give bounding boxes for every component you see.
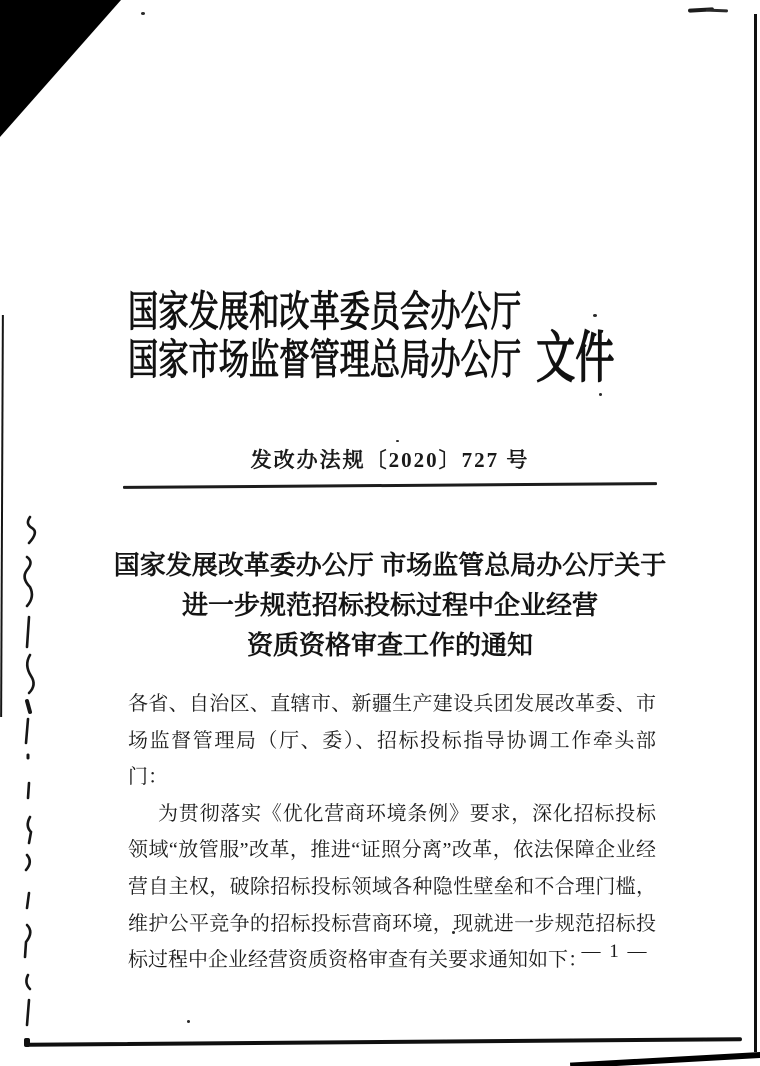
issuing-org-line-1: 国家发展和改革委员会办公厅 (128, 290, 522, 336)
binding-ink-marks (12, 505, 46, 1035)
issuing-org-line-2: 国家市场监督管理总局办公厅 (128, 338, 522, 384)
page-number: — 1 — (581, 941, 649, 962)
letterhead-document-word: 文件 (536, 328, 615, 390)
letterhead-divider-rule (123, 482, 657, 489)
scan-speck (141, 12, 145, 15)
pen-mark (706, 9, 728, 13)
page-edge-shadow-left (0, 315, 4, 717)
document-title-line-3: 资质资格审查工作的通知 (246, 631, 533, 660)
corner-fold-shadow (0, 0, 121, 137)
page-edge-shadow-right (754, 14, 757, 1052)
document-title-line-1: 国家发展改革委办公厅 市场监管总局办公厅关于 (113, 551, 667, 580)
document-title-line-2: 进一步规范招标投标过程中企业经营 (181, 591, 598, 620)
page-edge-shadow-bottom (24, 1038, 30, 1047)
document-reference-number: 发改办法规〔2020〕727 号 (250, 448, 530, 472)
page-edge-shadow-corner (570, 1051, 760, 1066)
body-paragraph-1: 为贯彻落实《优化营商环境条例》要求，深化招标投标领域“放管服”改革，推进“证照分离”改革，依法保障企业经营自主权，破除招标投标领域各种隐性壁垒和不合理门槛，维护公平竞争的招标投标营商环境，现就进一步规范招标投标过程中企业经营资质资格审查有关要求通知如下： (128, 802, 656, 972)
scan-speck (187, 1020, 190, 1023)
page-edge-shadow-bottom (26, 1037, 742, 1047)
scan-speck (396, 440, 399, 442)
addressee-salutation: 各省、自治区、直辖市、新疆生产建设兵团发展改革委、市场监督管理局（厅、委）、招标投标指导协调工作牵头部门： (128, 693, 656, 789)
document-title (100, 546, 680, 666)
document-body (128, 686, 656, 979)
